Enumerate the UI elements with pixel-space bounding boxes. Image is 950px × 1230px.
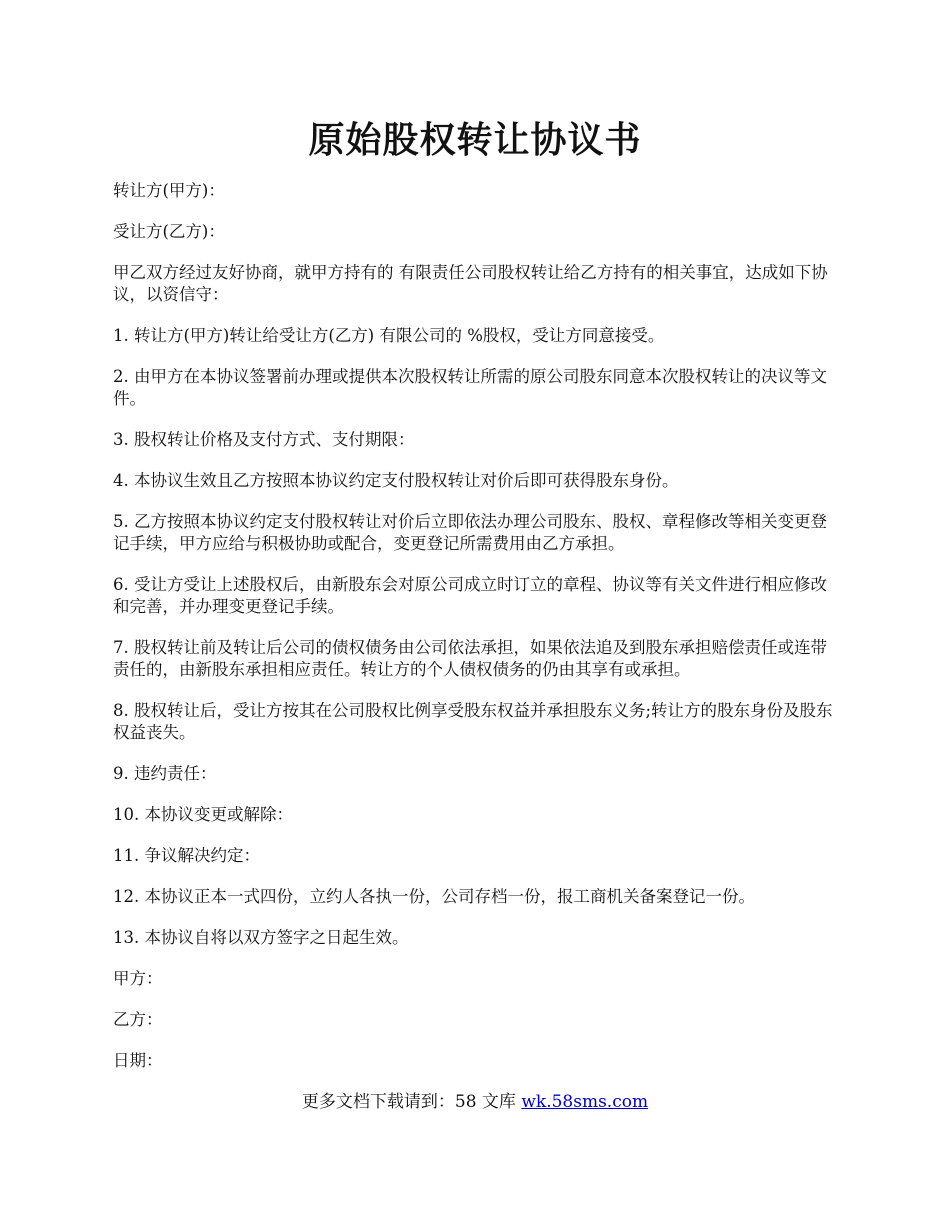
clause-4: 4. 本协议生效且乙方按照本协议约定支付股权转让对价后即可获得股东身份。 — [113, 471, 679, 490]
document-title: 原始股权转让协议书 — [308, 119, 642, 161]
clause-13: 13. 本协议自将以双方签字之日起生效。 — [113, 928, 409, 947]
clause-5: 5. 乙方按照本协议约定支付股权转让对价后立即依法办理公司股东、股权、章程修改等相关变更登记手续，甲方应给与积极协助或配合，变更登记所需费用由乙方承担。 — [113, 512, 827, 553]
paragraph-transferor: 转让方(甲方)： — [113, 181, 225, 200]
signature-date: 日期： — [113, 1051, 163, 1070]
clause-10: 10. 本协议变更或解除： — [113, 805, 293, 824]
signature-party-a: 甲方： — [113, 969, 163, 988]
clause-11: 11. 争议解决约定： — [113, 846, 260, 865]
paragraph-transferee: 受让方(乙方)： — [113, 222, 225, 241]
clause-7: 7. 股权转让前及转让后公司的债权债务由公司依法承担，如果依法追及到股东承担赔偿责任或连带责任的，由新股东承担相应责任。转让方的个人债权债务的仍由其享有或承担。 — [113, 638, 827, 679]
clause-9: 9. 违约责任： — [113, 764, 217, 783]
footer — [0, 1087, 950, 1112]
clause-1: 1. 转让方(甲方)转让给受让方(乙方) 有限公司的 %股权，受让方同意接受。 — [113, 326, 665, 345]
clause-3: 3. 股权转让价格及支付方式、支付期限： — [113, 430, 415, 449]
clause-2: 2. 由甲方在本协议签署前办理或提供本次股权转让所需的原公司股东同意本次股权转让的决议等文件。 — [113, 367, 827, 408]
clause-12: 12. 本协议正本一式四份，立约人各执一份，公司存档一份，报工商机关备案登记一份。 — [113, 887, 755, 906]
clause-6: 6. 受让方受让上述股权后，由新股东会对原公司成立时订立的章程、协议等有关文件进行相应修改和完善，并办理变更登记手续。 — [113, 575, 827, 616]
document-body — [113, 180, 841, 1091]
footer-prefix: 更多文档下载请到：58 文库 — [301, 1092, 522, 1112]
clause-8: 8. 股权转让后，受让方按其在公司股权比例享受股东权益并承担股东义务;转让方的股东身份及股东权益丧失。 — [113, 701, 833, 742]
signature-party-b: 乙方： — [113, 1010, 163, 1029]
paragraph-preamble: 甲乙双方经过友好协商，就甲方持有的 有限责任公司股权转让给乙方持有的相关事宜，达成如下协议，以资信守： — [113, 263, 828, 304]
footer-link[interactable]: wk.58sms.com — [521, 1092, 649, 1112]
